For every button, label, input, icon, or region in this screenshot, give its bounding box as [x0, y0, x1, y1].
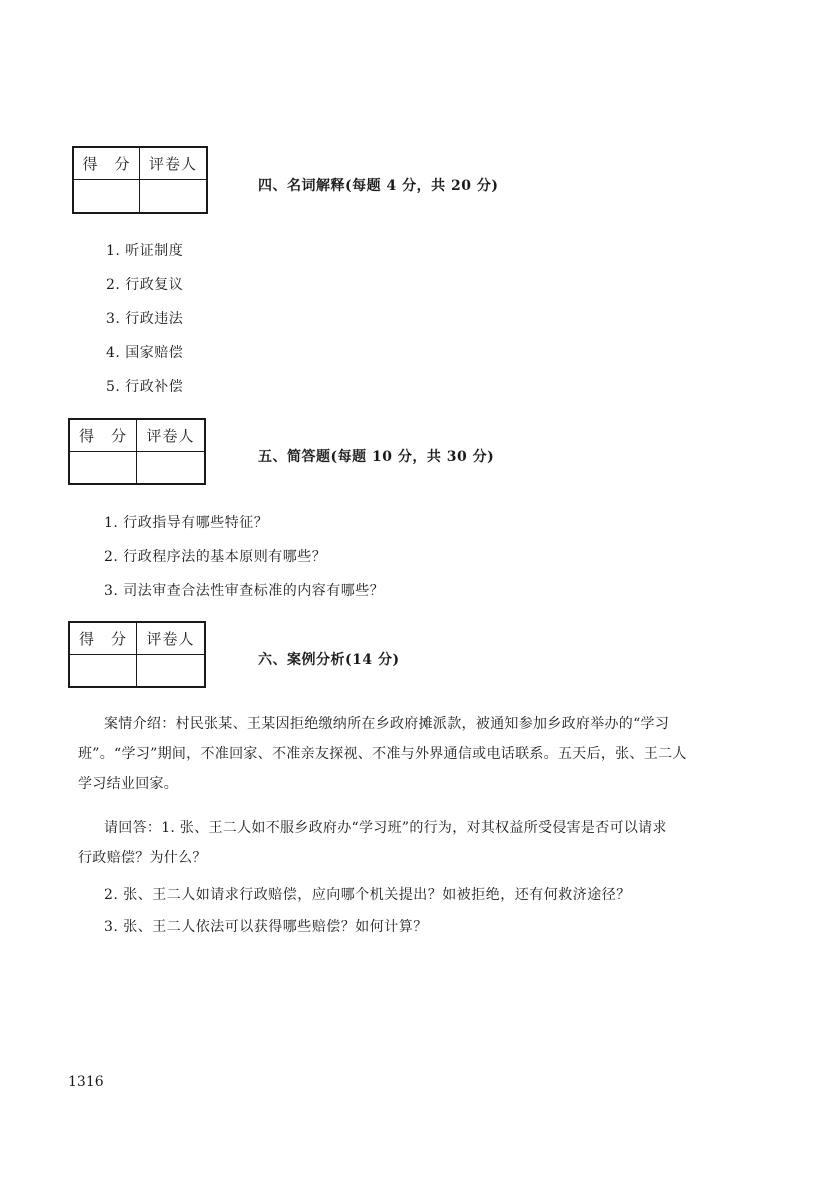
grader-label: 评卷人: [137, 623, 204, 655]
grader-cell: [137, 452, 204, 484]
case-description: [78, 709, 687, 799]
section4-item-1: 1. 听证制度: [106, 243, 184, 259]
case-line-3: 学习结业回家。: [78, 776, 179, 792]
grader-label: 评卷人: [140, 148, 206, 180]
score-table-section4: [72, 146, 208, 214]
score-cell: [70, 452, 137, 484]
case-line-2: 班”。“学习”期间，不准回家、不准亲友探视、不准与外界通信或电话联系。五天后，张、王二人: [78, 746, 687, 762]
section6-title: 六、案例分析(14 分): [258, 652, 400, 668]
section5-item-3: 3. 司法审查合法性审查标准的内容有哪些？: [104, 583, 385, 599]
score-table-section6: [68, 621, 206, 688]
question-1-line-2: 行政赔偿？为什么？: [78, 850, 207, 866]
question-1-line-1: 请回答：1. 张、王二人如不服乡政府办“学习班”的行为，对其权益所受侵害是否可以请求: [104, 820, 667, 836]
question-1: [78, 813, 667, 873]
score-table-section5: [68, 418, 206, 485]
score-label: 得 分: [74, 148, 140, 180]
section4-title: 四、名词解释(每题 4 分，共 20 分): [258, 178, 499, 194]
score-label: 得 分: [70, 420, 137, 452]
score-cell: [74, 180, 140, 212]
case-line-1: 案情介绍：村民张某、王某因拒绝缴纳所在乡政府摊派款，被通知参加乡政府举办的“学习: [104, 716, 670, 732]
page-number: 1316: [68, 1074, 104, 1090]
grader-label: 评卷人: [137, 420, 204, 452]
section4-item-5: 5. 行政补偿: [106, 379, 184, 395]
section4-item-3: 3. 行政违法: [106, 311, 184, 327]
question-2: 2. 张、王二人如请求行政赔偿，应向哪个机关提出？如被拒绝，还有何救济途径？: [104, 887, 631, 903]
grader-cell: [140, 180, 206, 212]
section5-item-2: 2. 行政程序法的基本原则有哪些？: [104, 549, 327, 565]
section4-item-4: 4. 国家赔偿: [106, 345, 184, 361]
score-label: 得 分: [70, 623, 137, 655]
section5-item-1: 1. 行政指导有哪些特征？: [104, 515, 269, 531]
question-3: 3. 张、王二人依法可以获得哪些赔偿？如何计算？: [104, 919, 428, 935]
section4-item-2: 2. 行政复议: [106, 277, 184, 293]
section5-title: 五、简答题(每题 10 分，共 30 分): [258, 449, 495, 465]
score-cell: [70, 655, 137, 687]
grader-cell: [137, 655, 204, 687]
